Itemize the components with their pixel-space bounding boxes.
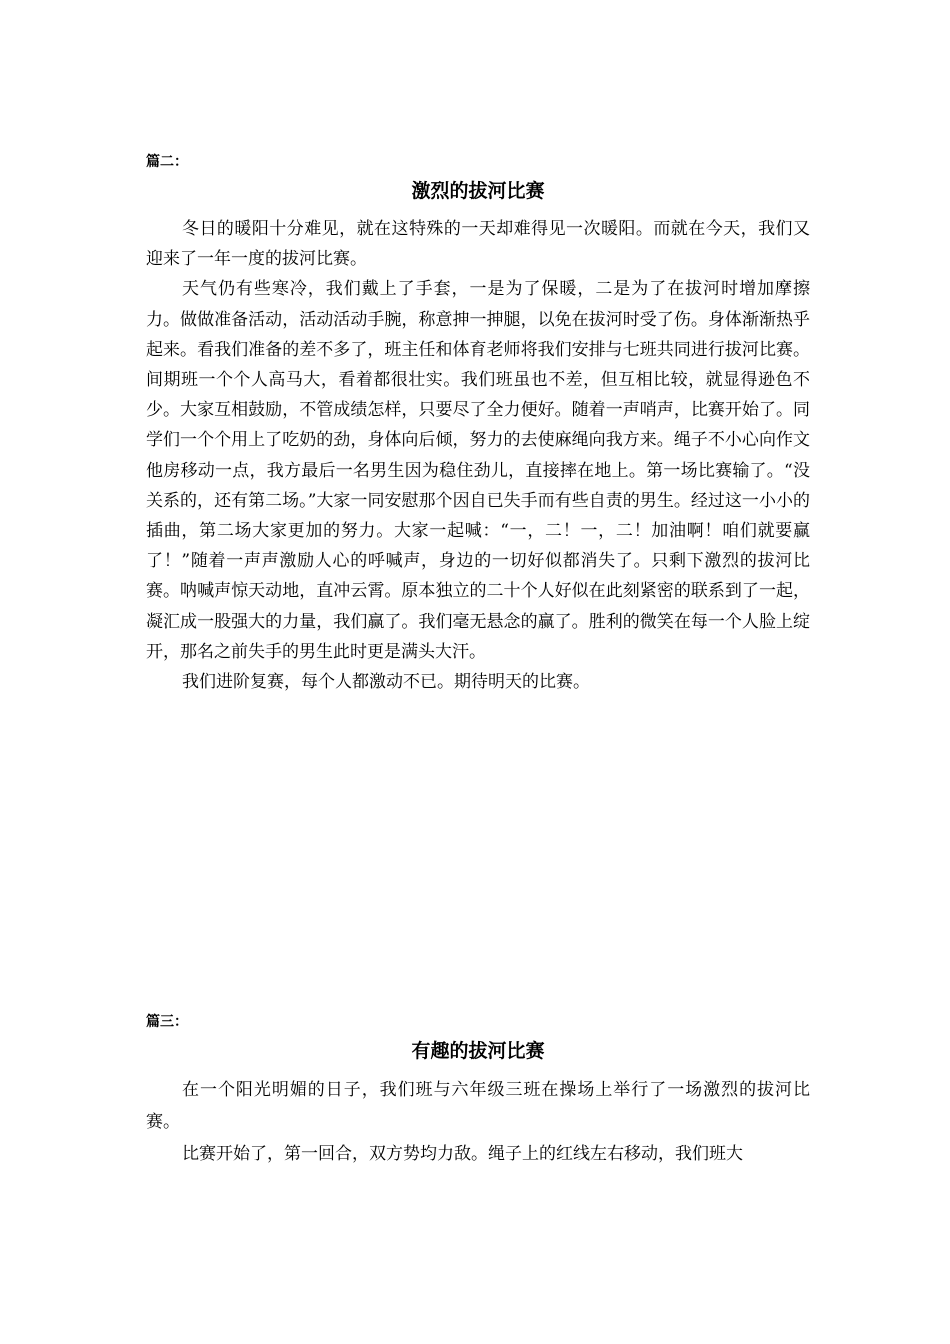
section-label: 篇二： — [146, 154, 188, 170]
essay-section-two — [146, 152, 810, 697]
paragraph: 比赛开始了，第一回合，双方势均力敌。绳子上的红线左右移动，我们班大 — [182, 1144, 743, 1164]
paragraph: 在一个阳光明媚的日子，我们班与六年级三班在操场上举行了一场激烈的拔河比赛。 — [146, 1080, 810, 1132]
essay-title: 激烈的拔河比赛 — [411, 180, 545, 202]
paragraph: 天气仍有些寒冷，我们戴上了手套，一是为了保暖，二是为了在拔河时增加摩擦力。做做准备活动，活动活动手腕，称意抻一抻腿，以免在拔河时受了伤。身体渐渐热乎起来。看我们准备的差不多了，班主任和体育老师将我们安排与七班共同进行拔河比赛。间期班一个个人高马大，看着都很壮实。我们班虽也不差，但互相比较，就显得逊色不少。大家互相鼓励，不管成绩怎样，只要尽了全力便好。随着一声哨声，比赛开始了。同学们一个个用上了吃奶的劲，身体向后倾，努力的去使麻绳向我方来。绳子不小心向作文他房移动一点，我方最后一名男生因为稳住劲儿，直接摔在地上。第一场比赛输了。“没关系的，还有第二场。”大家一同安慰那个因自已失手而有些自责的男生。经过这一小小的插曲，第二场大家更加的努力。大家一起喊：“一，二！一，二！加油啊！咱们就要赢了！”随着一声声激励人心的呼喊声，身边的一切好似都消失了。只剩下激烈的拔河比赛。呐喊声惊天动地，直冲云霄。原本独立的二十个人好似在此刻紧密的联系到了一起，凝汇成一股强大的力量，我们赢了。我们毫无悬念的赢了。胜利的微笑在每一个人脸上绽开，那名之前失手的男生此时更是满头大汗。 — [146, 279, 810, 662]
paragraph: 冬日的暖阳十分难见，就在这特殊的一天却难得见一次暖阳。而就在今天，我们又迎来了一年一度的拔河比赛。 — [146, 219, 810, 270]
section-label: 篇三： — [146, 1014, 188, 1030]
essay-title: 有趣的拔河比赛 — [411, 1040, 545, 1062]
paragraph: 我们进阶复赛，每个人都激动不已。期待明天的比赛。 — [182, 672, 590, 693]
essay-section-three — [146, 1012, 810, 1170]
